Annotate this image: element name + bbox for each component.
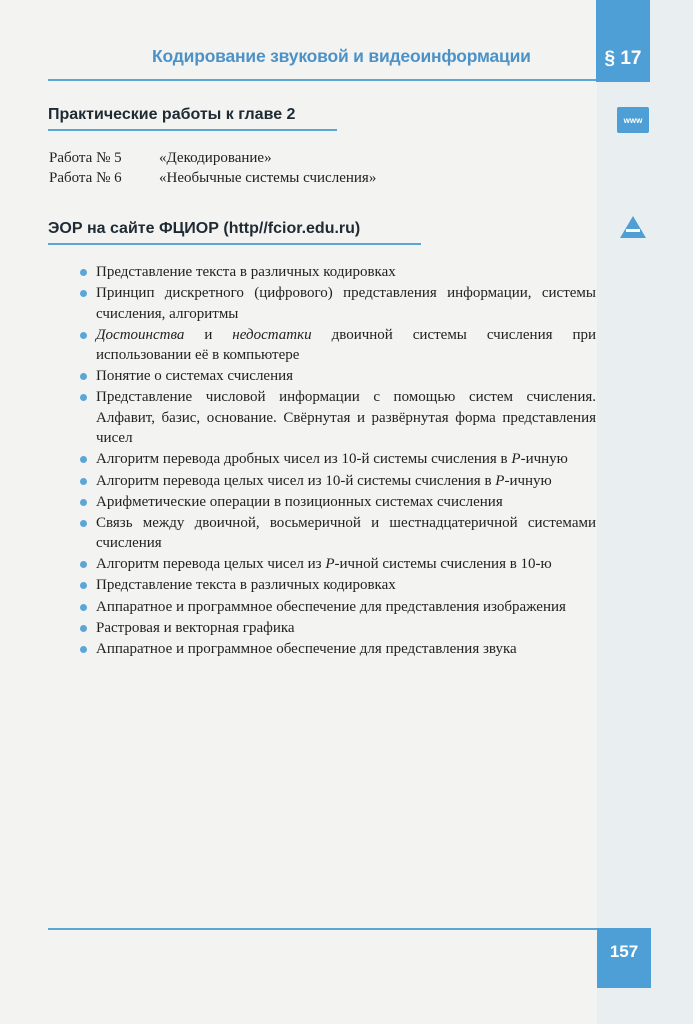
bullet-icon [80, 394, 87, 401]
page-number: 157 [597, 928, 651, 988]
section-number-tab: § 17 [596, 0, 650, 82]
eor-heading-underline [48, 243, 421, 245]
list-item: Представление текста в различных кодировках [78, 575, 596, 596]
list-item: Понятие о системах счисления [78, 366, 596, 387]
bullet-icon [80, 332, 87, 339]
eor-heading: ЭОР на сайте ФЦИОР (http//fcior.edu.ru) [48, 220, 361, 237]
list-item: Достоинства и недостатки двоичной системы счисления при использовании её в компьютере [78, 325, 596, 366]
list-item: Алгоритм перевода целых чисел из 10-й системы счисления в P-ичную [78, 471, 596, 492]
work-title: «Декодирование» [159, 150, 272, 166]
practical-heading-underline [48, 129, 337, 131]
header-divider [48, 79, 597, 81]
bullet-icon [80, 604, 87, 611]
list-item: Аппаратное и программное обеспечение для представления звука [78, 639, 596, 660]
bullet-icon [80, 456, 87, 463]
bullet-icon [80, 478, 87, 485]
bullet-icon [80, 520, 87, 527]
work-number: Работа № 6 [49, 170, 122, 186]
bullet-icon [80, 290, 87, 297]
bullet-icon [80, 625, 87, 632]
practical-work-row [49, 148, 376, 168]
practical-work-row [49, 168, 376, 188]
work-number: Работа № 5 [49, 150, 122, 166]
list-item: Представление текста в различных кодировках [78, 262, 596, 283]
bullet-icon [80, 646, 87, 653]
bullet-icon [80, 582, 87, 589]
work-title: «Необычные системы счисления» [159, 170, 377, 186]
list-item: Представление числовой информации с помощью систем счисления. Алфавит, базис, основание. Свёрнутая и развёрнутая форма представления чисел [78, 387, 596, 449]
chapter-header-title: Кодирование звуковой и видеоинформации [152, 46, 531, 66]
list-item: Растровая и векторная графика [78, 618, 596, 639]
list-item: Принцип дискретного (цифрового) представления информации, системы счисления, алгоритмы [78, 283, 596, 324]
practical-works-heading: Практические работы к главе 2 [48, 106, 296, 123]
list-item: Связь между двоичной, восьмеричной и шестнадцатеричной системами счисления [78, 513, 596, 554]
list-item: Арифметические операции в позиционных системах счисления [78, 492, 596, 513]
list-item: Аппаратное и программное обеспечение для представления изображения [78, 597, 596, 618]
eor-resource-list [78, 262, 596, 660]
footer-divider [48, 928, 597, 930]
www-icon: www [617, 107, 649, 133]
triangle-marker-icon [618, 214, 648, 240]
list-item: Алгоритм перевода дробных чисел из 10-й системы счисления в P-ичную [78, 449, 596, 470]
bullet-icon [80, 561, 87, 568]
bullet-icon [80, 373, 87, 380]
bullet-icon [80, 269, 87, 276]
right-margin-band [597, 0, 693, 1024]
practical-works-list [49, 148, 376, 188]
list-item: Алгоритм перевода целых чисел из P-ичной системы счисления в 10-ю [78, 554, 596, 575]
bullet-icon [80, 499, 87, 506]
